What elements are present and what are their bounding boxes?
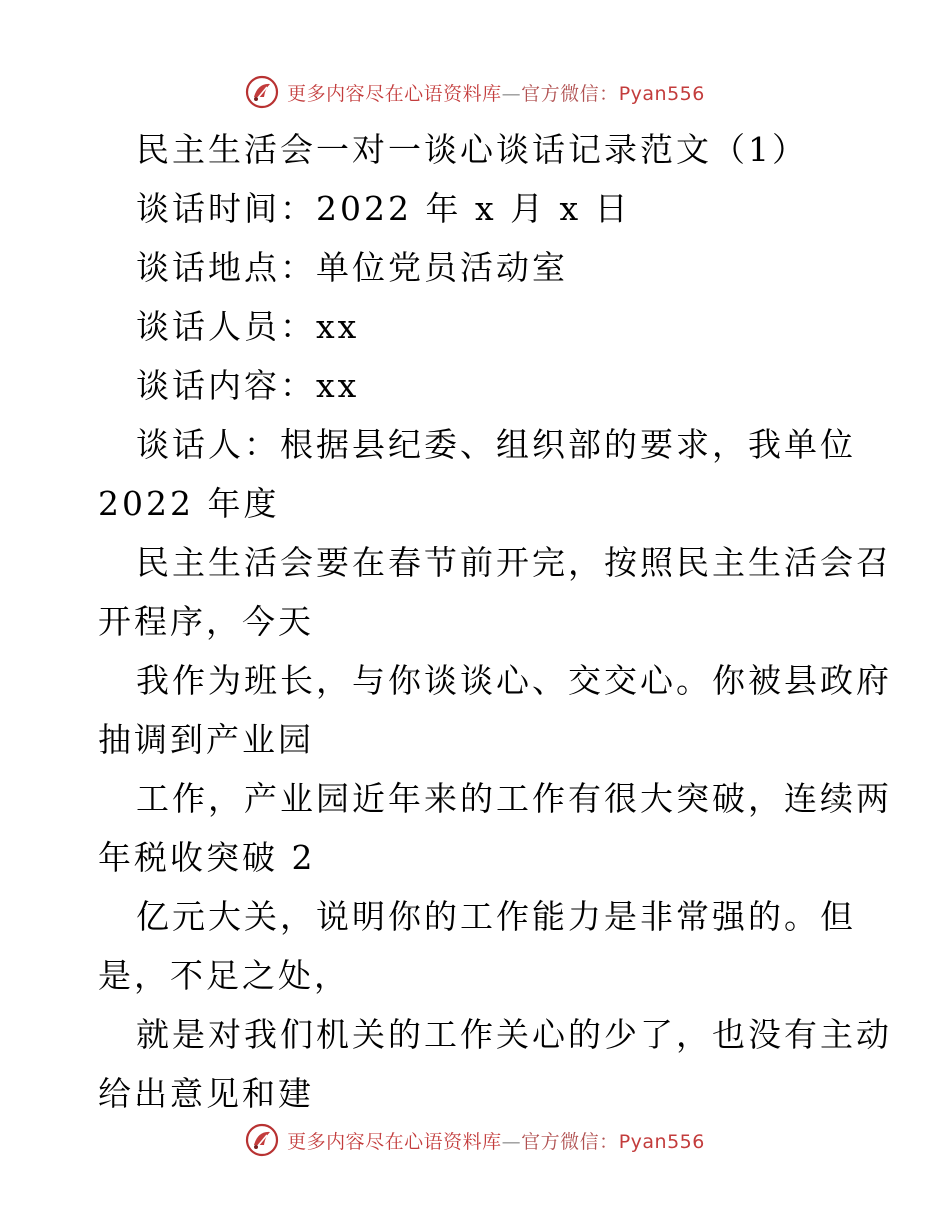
doc-paragraph-line: 开程序，今天 [98,602,314,641]
doc-paragraph-line: 2022 年度 [98,484,280,523]
brand-logo-icon [245,75,279,109]
doc-line-place: 谈话地点：单位党员活动室 [136,248,568,287]
watermark-banner-bottom [0,1120,950,1160]
doc-paragraph-line: 亿元大关，说明你的工作能力是非常强的。但 [136,897,856,936]
doc-paragraph-line: 我作为班长，与你谈谈心、交交心。你被县政府 [136,661,892,700]
doc-line-content: 谈话内容：xx [136,366,360,405]
doc-paragraph-line: 是，不足之处， [98,956,350,995]
doc-paragraph-line: 谈话人：根据县纪委、组织部的要求，我单位 [136,425,856,464]
doc-paragraph-line: 工作，产业园近年来的工作有很大突破，连续两 [136,779,892,818]
doc-line-time: 谈话时间：2022 年 x 月 x 日 [136,189,631,228]
watermark-text: 更多内容尽在心语资料库—官方微信：Pyan556 [287,1130,705,1153]
brand-logo-icon [245,1123,279,1157]
doc-line-people: 谈话人员：xx [136,307,360,346]
watermark-text: 更多内容尽在心语资料库—官方微信：Pyan556 [287,82,705,105]
doc-title: 民主生活会一对一谈心谈话记录范文（1） [136,130,808,169]
watermark-banner-top [0,72,950,112]
doc-paragraph-line: 就是对我们机关的工作关心的少了，也没有主动 [136,1015,892,1054]
doc-paragraph-line: 给出意见和建 [98,1074,314,1113]
doc-paragraph-line: 民主生活会要在春节前开完，按照民主生活会召 [136,543,892,582]
doc-paragraph-line: 抽调到产业园 [98,720,314,759]
doc-paragraph-line: 年税收突破 2 [98,838,316,877]
document-body [98,120,892,1123]
